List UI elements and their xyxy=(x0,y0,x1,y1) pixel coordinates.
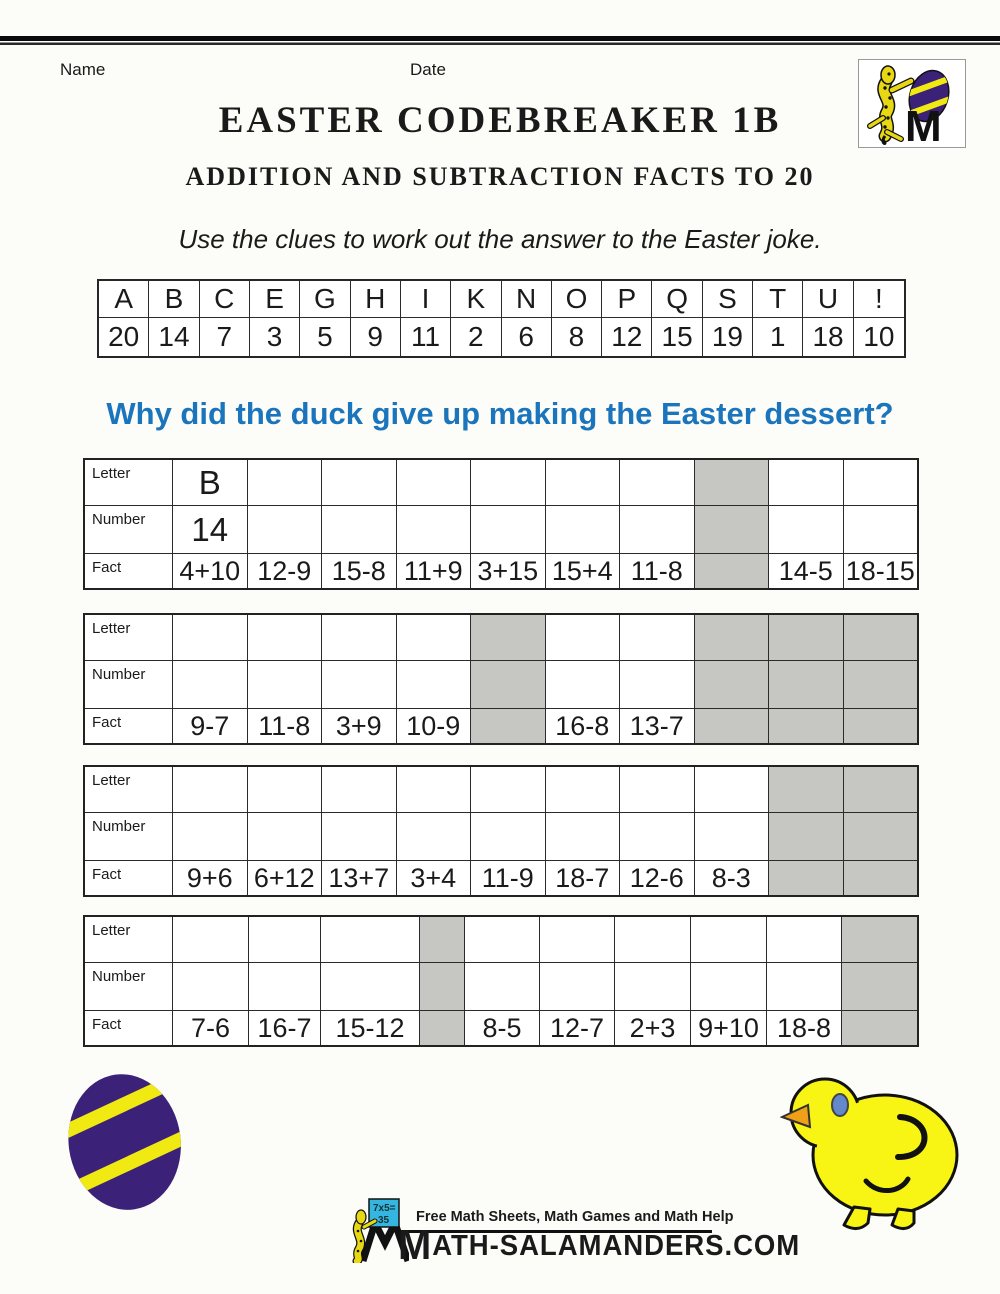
fact-cell: 15-8 xyxy=(321,554,396,588)
letter-cell xyxy=(464,917,539,962)
fact-cell: 16-8 xyxy=(545,709,620,743)
code-letter-cell: N xyxy=(502,281,552,317)
fact-cell: 16-7 xyxy=(248,1011,320,1045)
fact-cell: 3+15 xyxy=(470,554,545,588)
site-name-m: M xyxy=(398,1221,433,1268)
fact-cell: 3+9 xyxy=(321,709,396,743)
code-number-cell: 9 xyxy=(351,317,401,356)
fact-cell: 11-8 xyxy=(619,554,694,588)
code-letter-cell: C xyxy=(200,281,250,317)
letter-cell xyxy=(247,615,322,660)
code-number-cell: 11 xyxy=(401,317,451,356)
code-letter-cell: O xyxy=(552,281,602,317)
number-cell xyxy=(396,506,471,553)
letter-cell xyxy=(843,615,918,660)
code-number-cell: 18 xyxy=(803,317,853,356)
number-cell xyxy=(690,963,766,1010)
code-letter-cell: U xyxy=(803,281,853,317)
number-cell xyxy=(470,661,545,708)
letter-cell xyxy=(470,460,545,505)
number-cell xyxy=(321,661,396,708)
code-letter-cell: T xyxy=(753,281,803,317)
letter-cell xyxy=(841,917,917,962)
code-number-cell: 14 xyxy=(149,317,199,356)
code-number-cell: 6 xyxy=(502,317,552,356)
fact-cell: 10-9 xyxy=(396,709,471,743)
page-subtitle: ADDITION AND SUBTRACTION FACTS TO 20 xyxy=(185,162,815,191)
letter-cell xyxy=(768,615,843,660)
letter-cell xyxy=(172,767,247,812)
number-cell xyxy=(419,963,464,1010)
letter-cell xyxy=(694,767,769,812)
fact-cell: 8-5 xyxy=(464,1011,539,1045)
letter-cell xyxy=(843,767,918,812)
code-letter-cell: K xyxy=(451,281,501,317)
fact-cell: 2+3 xyxy=(614,1011,690,1045)
number-cell xyxy=(614,963,690,1010)
fact-cell: 9-7 xyxy=(172,709,247,743)
chick-eye xyxy=(832,1094,848,1116)
number-cell xyxy=(545,506,620,553)
fact-cell: 12-9 xyxy=(247,554,322,588)
letter-cell xyxy=(396,767,471,812)
number-cell xyxy=(172,963,248,1010)
letter-cell xyxy=(768,767,843,812)
code-number-cell: 12 xyxy=(602,317,652,356)
letter-cell xyxy=(321,615,396,660)
fact-cell xyxy=(768,709,843,743)
letter-cell xyxy=(321,767,396,812)
top-rule xyxy=(0,36,1000,45)
number-cell xyxy=(694,813,769,860)
row-label: Fact xyxy=(92,714,122,731)
letter-cell xyxy=(619,767,694,812)
fact-cell: 9+6 xyxy=(172,861,247,895)
code-number-cell: 5 xyxy=(300,317,350,356)
letter-cell xyxy=(470,767,545,812)
letter-cell xyxy=(690,917,766,962)
fact-cell: 18-7 xyxy=(545,861,620,895)
row-label: Letter xyxy=(92,465,131,482)
letter-cell xyxy=(545,460,620,505)
table-row xyxy=(85,615,917,660)
code-number-cell: 19 xyxy=(703,317,753,356)
site-name-rest: ATH-SALAMANDERS.COM xyxy=(432,1230,801,1262)
code-letter-cell: I xyxy=(401,281,451,317)
fact-cell: 3+4 xyxy=(396,861,471,895)
fact-cell: 11-9 xyxy=(470,861,545,895)
code-number-cell: 20 xyxy=(99,317,149,356)
number-cell xyxy=(843,661,918,708)
fact-cell: 13+7 xyxy=(321,861,396,895)
row-label: Letter xyxy=(92,772,131,789)
letter-cell xyxy=(545,767,620,812)
letter-cell xyxy=(396,460,471,505)
number-cell xyxy=(396,661,471,708)
instruction-text: Use the clues to work out the answer to the Easter joke. xyxy=(178,224,822,254)
number-cell xyxy=(247,661,322,708)
letter-cell xyxy=(766,917,841,962)
number-cell xyxy=(841,963,917,1010)
fact-cell: 7-6 xyxy=(172,1011,248,1045)
answer-table xyxy=(83,613,919,745)
table-row xyxy=(85,1010,917,1045)
fact-cell xyxy=(843,709,918,743)
row-label: Letter xyxy=(92,620,131,637)
letter-cell xyxy=(172,615,247,660)
code-table xyxy=(97,279,906,358)
fact-cell: 15-12 xyxy=(320,1011,419,1045)
letter-cell xyxy=(619,615,694,660)
site-name xyxy=(398,1221,801,1268)
number-cell xyxy=(470,813,545,860)
code-number-cell: 7 xyxy=(200,317,250,356)
answer-table xyxy=(83,915,919,1047)
letter-cell xyxy=(470,615,545,660)
number-cell xyxy=(247,506,322,553)
fact-cell: 11-8 xyxy=(247,709,322,743)
table-row xyxy=(85,812,917,860)
chick-foot xyxy=(892,1209,914,1229)
code-number-cell: 15 xyxy=(652,317,702,356)
number-cell xyxy=(619,813,694,860)
logo-m-letter: M xyxy=(905,102,942,147)
letter-cell xyxy=(539,917,614,962)
code-letter-cell: H xyxy=(351,281,401,317)
letter-cell xyxy=(694,460,769,505)
letter-cell xyxy=(419,917,464,962)
page-title: EASTER CODEBREAKER 1B xyxy=(218,100,782,141)
number-cell xyxy=(539,963,614,1010)
letter-cell xyxy=(619,460,694,505)
fact-cell xyxy=(419,1011,464,1045)
code-number-cell: 2 xyxy=(451,317,501,356)
board-text-top: 7x5= xyxy=(373,1203,396,1214)
letter-cell: B xyxy=(172,460,247,505)
table-row xyxy=(85,553,917,588)
answer-table xyxy=(83,458,919,590)
date-label: Date xyxy=(410,60,446,79)
code-number-cell: 3 xyxy=(250,317,300,356)
table-row xyxy=(85,917,917,962)
fact-cell xyxy=(694,554,769,588)
code-number-cell: 8 xyxy=(552,317,602,356)
row-label: Fact xyxy=(92,559,122,576)
table-row xyxy=(85,767,917,812)
number-cell xyxy=(768,813,843,860)
code-letter-cell: E xyxy=(250,281,300,317)
fact-cell xyxy=(768,861,843,895)
code-letter-cell: S xyxy=(703,281,753,317)
row-label: Fact xyxy=(92,1016,122,1033)
fact-cell xyxy=(694,709,769,743)
fact-cell: 13-7 xyxy=(619,709,694,743)
number-cell xyxy=(843,506,918,553)
letter-cell xyxy=(614,917,690,962)
row-label: Number xyxy=(92,818,146,835)
number-cell xyxy=(768,506,843,553)
code-number-cell: 10 xyxy=(854,317,904,356)
letter-cell xyxy=(843,460,918,505)
row-label: Number xyxy=(92,968,146,985)
number-cell xyxy=(619,506,694,553)
number-cell xyxy=(172,813,247,860)
letter-cell xyxy=(321,460,396,505)
table-row xyxy=(85,962,917,1010)
fact-cell: 9+10 xyxy=(690,1011,766,1045)
code-letter-cell: A xyxy=(99,281,149,317)
code-letter-cell: B xyxy=(149,281,199,317)
letter-cell xyxy=(172,917,248,962)
number-cell xyxy=(768,661,843,708)
letter-cell xyxy=(320,917,419,962)
number-cell xyxy=(464,963,539,1010)
table-row xyxy=(85,505,917,553)
number-cell xyxy=(694,661,769,708)
number-cell xyxy=(545,661,620,708)
fact-cell: 15+4 xyxy=(545,554,620,588)
code-number-cell: 1 xyxy=(753,317,803,356)
fact-cell: 6+12 xyxy=(247,861,322,895)
letter-cell xyxy=(247,460,322,505)
number-cell xyxy=(766,963,841,1010)
letter-cell xyxy=(247,767,322,812)
joke-question: Why did the duck give up making the Easter dessert? xyxy=(106,396,894,431)
number-cell xyxy=(545,813,620,860)
fact-cell: 14-5 xyxy=(768,554,843,588)
code-letter-cell: G xyxy=(300,281,350,317)
row-label: Fact xyxy=(92,866,122,883)
number-cell xyxy=(396,813,471,860)
row-label: Letter xyxy=(92,922,131,939)
number-cell: 14 xyxy=(172,506,247,553)
letter-cell xyxy=(248,917,320,962)
number-cell xyxy=(172,661,247,708)
table-row xyxy=(85,460,917,505)
fact-cell xyxy=(841,1011,917,1045)
number-cell xyxy=(843,813,918,860)
table-row xyxy=(85,708,917,743)
fact-cell: 8-3 xyxy=(694,861,769,895)
fact-cell: 12-7 xyxy=(539,1011,614,1045)
letter-cell xyxy=(768,460,843,505)
row-label: Number xyxy=(92,666,146,683)
number-cell xyxy=(619,661,694,708)
footer-tagline: Free Math Sheets, Math Games and Math Help xyxy=(416,1209,734,1225)
answer-table xyxy=(83,765,919,897)
row-label: Number xyxy=(92,511,146,528)
number-cell xyxy=(321,813,396,860)
table-row xyxy=(85,860,917,895)
name-label: Name xyxy=(60,60,106,79)
fact-cell: 11+9 xyxy=(396,554,471,588)
fact-cell: 18-8 xyxy=(766,1011,841,1045)
board-text-bottom: 35 xyxy=(378,1215,390,1226)
number-cell xyxy=(248,963,320,1010)
fact-cell: 18-15 xyxy=(843,554,918,588)
fact-cell: 12-6 xyxy=(619,861,694,895)
number-cell xyxy=(320,963,419,1010)
table-row xyxy=(85,660,917,708)
number-cell xyxy=(694,506,769,553)
letter-cell xyxy=(694,615,769,660)
fact-cell xyxy=(470,709,545,743)
chick-foot xyxy=(844,1207,870,1229)
letter-cell xyxy=(545,615,620,660)
number-cell xyxy=(247,813,322,860)
fact-cell: 4+10 xyxy=(172,554,247,588)
code-letter-cell: Q xyxy=(652,281,702,317)
code-letter-cell: ! xyxy=(874,283,883,314)
easter-egg-image xyxy=(56,1064,193,1226)
number-cell xyxy=(470,506,545,553)
letter-cell xyxy=(396,615,471,660)
chick-image xyxy=(780,1075,970,1240)
fact-cell xyxy=(843,861,918,895)
number-cell xyxy=(321,506,396,553)
code-letter-cell: P xyxy=(602,281,652,317)
